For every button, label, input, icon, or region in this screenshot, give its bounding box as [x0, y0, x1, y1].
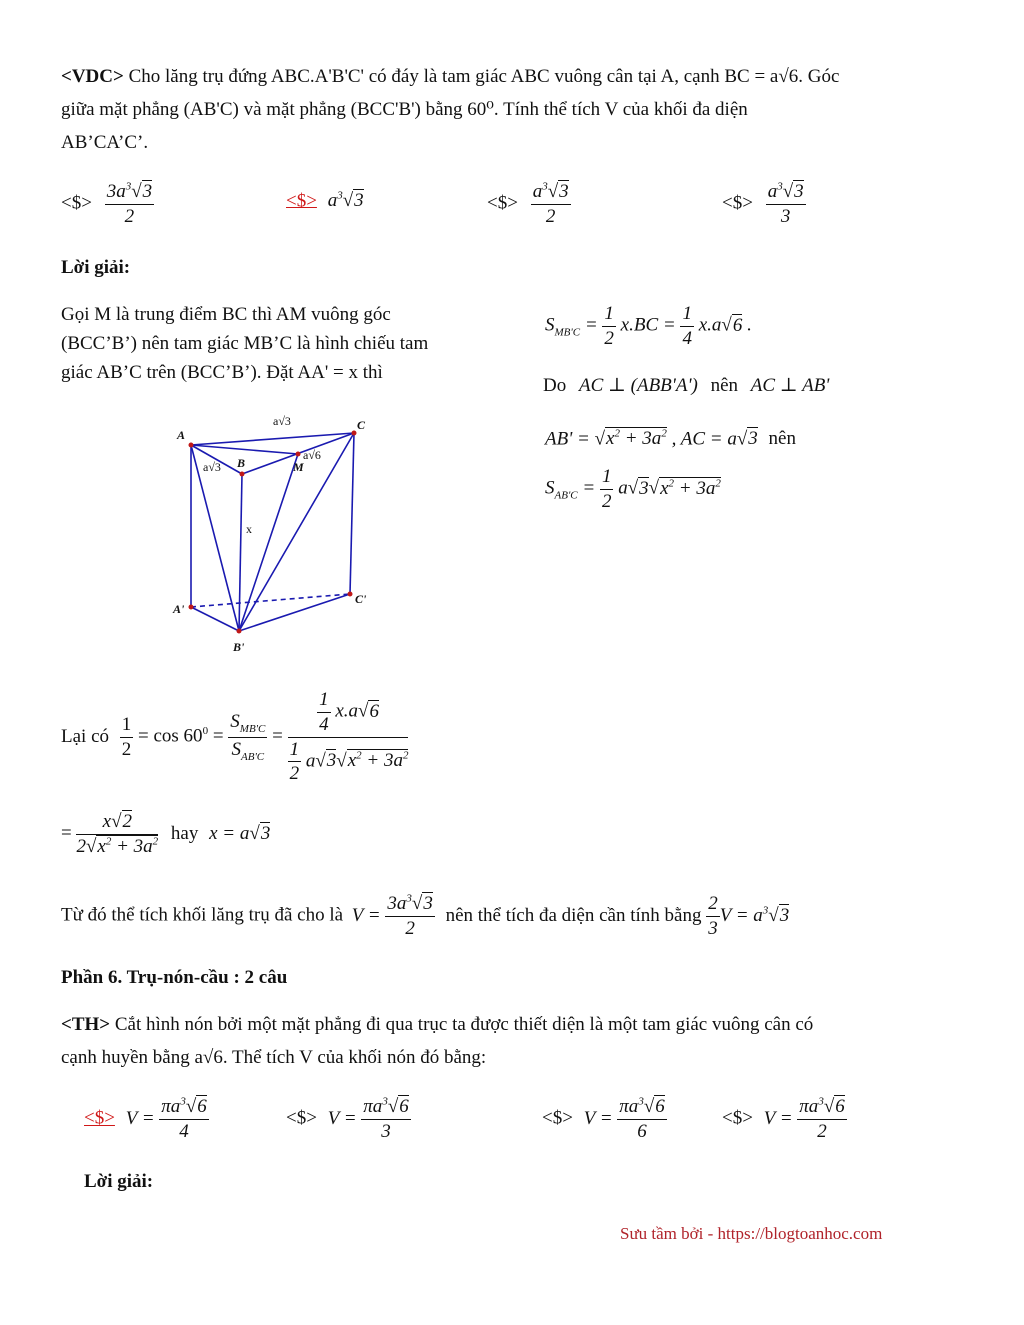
label-mc: a√6	[303, 448, 321, 462]
text-nen: nên	[768, 428, 796, 450]
label-x: x	[246, 522, 252, 536]
formula-volume: Từ đó thể tích khối lăng trụ đã cho là V = $\frac{3a^3√3}{2}$ nên thể tích đa diện cần tính bằng $\frac{2}{3}$ $V = a^3√3$	[61, 892, 790, 939]
choice-q1-a[interactable]: <$> $\frac{3a^3√3}{2}$	[61, 180, 153, 227]
question-tag-vdc: <VDC>	[61, 66, 124, 87]
footer-source: Sưu tầm bởi - https://blogtoanhoc.com	[620, 1224, 883, 1243]
formula-result-x: = $\frac{x√2}{2√x^2 + 3a^2}$ hay x = a√3	[61, 811, 271, 857]
section-6-heading: Phần 6. Trụ-nón-cầu : 2 câu	[61, 967, 288, 988]
text-lai-co: Lại có	[61, 726, 110, 747]
prism-figure	[165, 405, 385, 655]
text-hay: hay	[170, 822, 199, 844]
label-ac: a√3	[273, 414, 291, 428]
choice-marker: <$>	[487, 192, 518, 214]
choice-marker-correct: <$>	[84, 1107, 115, 1129]
label-b: B	[237, 456, 246, 470]
choice-q1-c[interactable]: <$> $\frac{a^3√3}{2}$	[487, 180, 569, 227]
choice-marker: <$>	[286, 1107, 317, 1129]
choice-marker-correct: <$>	[286, 190, 317, 212]
solution-left-line: (BCC’B’) nên tam giác MB’C là hình chiếu tam	[61, 333, 429, 354]
question-1-line-3: AB’CA’C’.	[61, 132, 149, 153]
label-ab: a√3	[203, 460, 221, 474]
label-c: C	[357, 418, 366, 432]
question-2	[61, 1008, 963, 1074]
label-a-prime: A'	[173, 602, 185, 616]
label-a: A	[177, 428, 186, 442]
choice-q1-d[interactable]: <$> $\frac{a^3√3}{3}$	[722, 180, 804, 227]
choice-marker: <$>	[61, 192, 92, 214]
choice-marker: <$>	[722, 1107, 753, 1129]
solution-left-line: Gọi M là trung điểm BC thì AM vuông góc	[61, 304, 391, 325]
choice-q2-d[interactable]: <$> V = $\frac{\pi a^3√6}{2}$	[722, 1095, 845, 1142]
choice-q2-b[interactable]: <$> V = $\frac{\pi a^3√6}{3}$	[286, 1095, 409, 1142]
text-ac-perp-ab: AC ⊥ AB'	[750, 375, 830, 396]
formula-s-abc: $S_{AB'C}$ = $\frac{1}{2}$ $a√3√x^2 + 3a^2$	[545, 466, 721, 512]
formula-ac-perp	[543, 374, 829, 397]
label-c-prime: C'	[355, 592, 367, 606]
text-ac-perp-plane: AC ⊥ (ABB'A')	[578, 375, 698, 396]
question-tag-th: <TH>	[61, 1014, 111, 1035]
choice-q1-b[interactable]: <$> $a^3√3$	[286, 190, 364, 212]
question-2-line-2: cạnh huyền bằng a√6. Thể tích V của khối nón đó bằng:	[61, 1047, 487, 1068]
solution-heading: Lời giải:	[61, 257, 131, 278]
choice-q2-c[interactable]: <$> V = $\frac{\pi a^3√6}{6}$	[542, 1095, 665, 1142]
question-1-line-2: giữa mặt phẳng (AB'C) và mặt phẳng (BCC'B') bằng 60⁰. Tính thể tích V của khối đa diện	[61, 99, 748, 120]
text-nen: nên	[710, 375, 739, 396]
formula-ab-ac: $AB' = √x^2 + 3a^2$ , AC = a√3 nên	[545, 428, 796, 450]
label-b-prime: B'	[233, 640, 245, 654]
text-nen-the-tich: nên thể tích đa diện cần tính bằng	[445, 904, 702, 926]
formula-cos60: Lại có $\frac{1}{2}$ = $\cos 60^0$ = $\frac{S_{MB'C}}{S_{AB'C}}$ = $\frac{1}{4}$ x.a√6 $\frac{1}{2}$ $a√3√x^2 + 3a^2$	[61, 689, 409, 785]
question-1-line-1: Cho lăng trụ đứng ABC.A'B'C' có đáy là tam giác ABC vuông cân tại A, cạnh BC = a√6. Góc	[123, 66, 840, 87]
solution-2-heading: Lời giải:	[84, 1171, 154, 1192]
text-tu-do: Từ đó thể tích khối lăng trụ đã cho là	[61, 904, 344, 926]
choice-q2-a[interactable]: <$> V = $\frac{\pi a^3√6}{4}$	[84, 1095, 207, 1142]
solution-left-text	[61, 300, 428, 387]
choice-marker: <$>	[542, 1107, 573, 1129]
question-1	[61, 60, 963, 159]
formula-s-mbc: $S_{MB'C}$ = $\frac{1}{2}$ x.BC = $\frac{1}{4}$ x.a√6 .	[545, 303, 752, 349]
label-m: M	[293, 460, 304, 474]
question-2-line-1: Cắt hình nón bởi một mặt phẳng đi qua trục ta được thiết diện là một tam giác vuông cân có	[110, 1014, 814, 1035]
solution-left-line: giác AB’C trên (BCC’B’). Đặt AA' = x thì	[61, 362, 383, 383]
choice-marker: <$>	[722, 192, 753, 214]
text-do: Do	[543, 375, 567, 396]
